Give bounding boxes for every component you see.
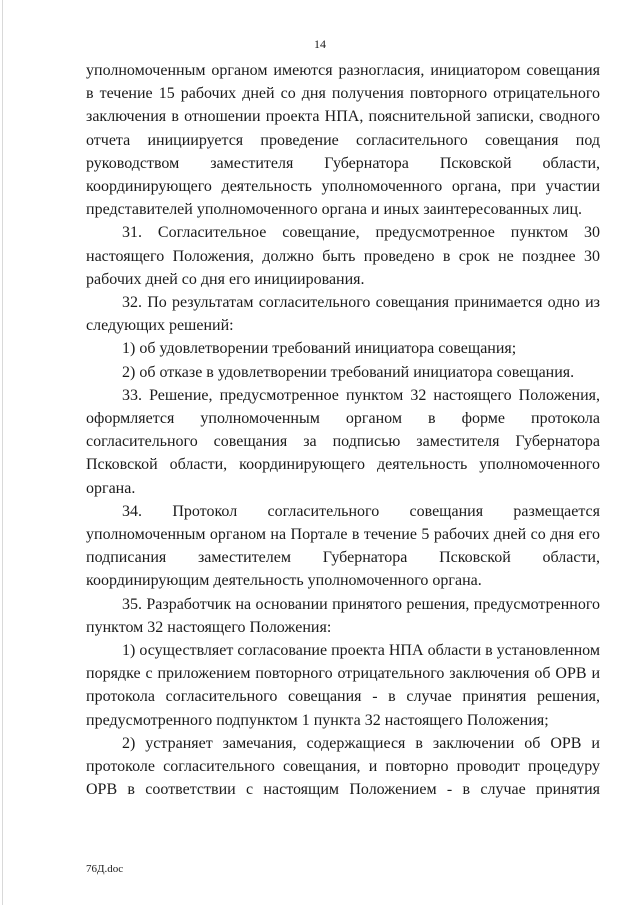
paragraph-35: 35. Разработчик на основании принятого решения, предусмотренного пунктом 32 настоящего Положения: bbox=[86, 595, 600, 636]
paragraph-32: 32. По результатам согласительного совещания принимается одно из следующих решений: bbox=[86, 294, 600, 335]
document-body bbox=[86, 59, 600, 802]
paragraph-34: 34. Протокол согласительного совещания размещается уполномоченным органом на Портале в течение 5 рабочих дней со дня его подписания заместителем Губернатора Псковской области, координирующим деятельность уполномоченного органа. bbox=[86, 502, 600, 590]
paragraph-continuation: уполномоченным органом имеются разногласия, инициатором совещания в течение 15 рабочих дней со дня получения повторного отрицательного заключения в отношении проекта НПА, пояснительной записки, сводного отчета инициируется проведение согласительного совещания под руководством заместителя Губернатора Псковской области, координирующего деятельность уполномоченного органа, при участии представителей уполномоченного органа и иных заинтересованных лиц. bbox=[86, 62, 600, 219]
file-name-footer: 76Д.doc bbox=[86, 863, 124, 875]
paragraph-31: 31. Согласительное совещание, предусмотренное пунктом 30 настоящего Положения, должно быть проведено в срок не позднее 30 рабочих дней со дня его инициирования. bbox=[86, 224, 600, 288]
paragraph-33: 33. Решение, предусмотренное пунктом 32 настоящего Положения, оформляется уполномоченным органом в форме протокола согласительного совещания за подписью заместителя Губернатора Псковской области, координирующего деятельность уполномоченного органа. bbox=[86, 386, 600, 497]
paragraph-35-item-2: 2) устраняет замечания, содержащиеся в заключении об ОРВ и протоколе согласительного совещания, и повторно проводит процедуру ОРВ в соответствии с настоящим Положением - в случае принятия bbox=[86, 734, 600, 799]
paragraph-32-item-1: 1) об удовлетворении требований инициатора совещания; bbox=[122, 340, 517, 358]
page-number: 14 bbox=[314, 37, 326, 51]
paragraph-35-item-1: 1) осуществляет согласование проекта НПА области в установленном порядке с приложением повторного отрицательного заключения об ОРВ и протокола согласительного совещания - в случае принятия решения, предусмотренного подпунктом 1 пункта 32 настоящего Положения; bbox=[86, 642, 600, 729]
scan-edge bbox=[2, 0, 3, 905]
paragraph-32-item-2: 2) об отказе в удовлетворении требований инициатора совещания. bbox=[122, 363, 575, 381]
